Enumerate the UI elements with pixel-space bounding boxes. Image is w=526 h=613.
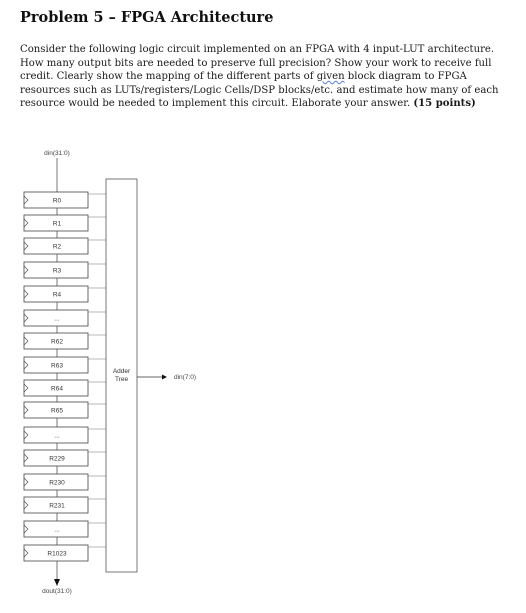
register-label: R64 xyxy=(51,385,63,393)
adder-output-arrowhead xyxy=(162,375,167,380)
statement-text-2: block diagram to FPGA resources such as LUTs/registers/Logic Cells/DSP blocks/etc. and estimate how many of each resource would be needed to implement this circuit. Elaborate your answer. xyxy=(20,71,499,110)
output-arrowhead xyxy=(54,579,60,586)
register-label: ... xyxy=(54,526,60,534)
register-label: R4 xyxy=(52,291,62,299)
statement-underlined-word: given xyxy=(316,71,345,83)
input-label: din(31:0) xyxy=(44,150,70,157)
register-label: R3 xyxy=(52,267,62,275)
points-label: (15 points) xyxy=(413,98,476,110)
adder-tree-label-1: Adder xyxy=(112,368,131,375)
register-label: R229 xyxy=(49,455,65,463)
statement-text-1: Consider the following logic circuit implemented on an FPGA with 4 input-LUT architecture. How many output bits are needed to preserve full precision? Show your work to receive full credit. Clearly show the mapping of the different parts of xyxy=(20,44,495,83)
register-label: R0 xyxy=(52,197,62,205)
register-label: ... xyxy=(54,315,60,323)
register-label: R1 xyxy=(52,220,62,228)
adder-output-label: din(7:0) xyxy=(174,374,197,381)
register-chain xyxy=(24,158,106,586)
adder-tree-label-2: Tree xyxy=(114,376,129,383)
register-label: R231 xyxy=(49,502,65,510)
register-label: ... xyxy=(54,432,60,440)
register-label: R65 xyxy=(51,407,63,415)
register-label: R63 xyxy=(51,362,63,370)
register-label: R1023 xyxy=(47,550,67,558)
register-label: R62 xyxy=(51,338,63,346)
register-label: R2 xyxy=(52,243,62,251)
register-label: R230 xyxy=(49,479,65,487)
problem-title: Problem 5 – FPGA Architecture xyxy=(20,9,274,26)
output-label: dout(31:0) xyxy=(42,588,72,595)
